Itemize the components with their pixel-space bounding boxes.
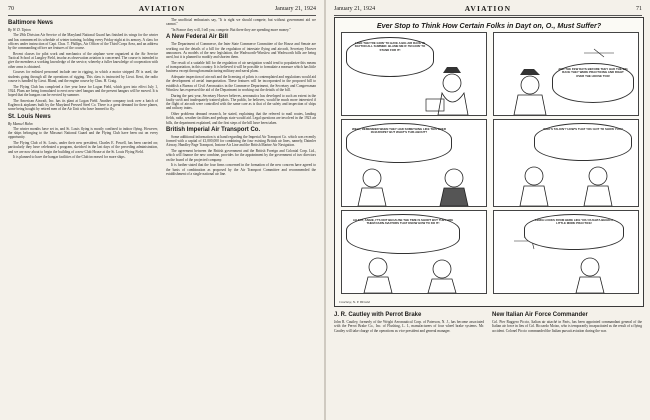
paragraph: Courses for enlisted personnel include one in rigging, in which a motor stripped JN is used, the students going through all the operations of rigging. This class is instructed by Lieut. Kent, the radio course is handled by Lieut. Bland, and the engine course by Chas. H. Craig. bbox=[8, 70, 158, 83]
left-date: January 21, 1924 bbox=[274, 6, 316, 12]
paragraph: Other problems demand research, he stated, explaining that the referred to mail routes, landing fields, radio, weather facilities and perhaps state would aid. Legal questions are involved in the 1923 air bills, the department explained, and the first steps of the bill have been taken. bbox=[166, 112, 316, 125]
left-column-1 bbox=[8, 18, 158, 416]
headline-cautley: J. R. Cautley with Perrot Brake bbox=[334, 312, 422, 318]
left-column-2 bbox=[166, 18, 316, 416]
paragraph: The Flying Club of St. Louis, under their new president, Charles E. Powell, has been carried on; particularly they have celebrated a program, sketched in the last days of the preceding administration, and we are now about to begin the building of a new Club House at the St. Louis Flying Field. bbox=[8, 141, 158, 154]
article-italian-air-force bbox=[492, 312, 642, 333]
cartoon-panel-6 bbox=[493, 210, 639, 294]
left-page bbox=[0, 0, 324, 420]
cartoon-panel-1 bbox=[341, 32, 487, 116]
left-running-header bbox=[8, 4, 316, 16]
paragraph: Adequate inspection of aircraft and the licensing of pilots is contemplated and regulations would aid the development of aerial transportation. These features will be incorporated in the proposed bill to establish a Bureau of Civil Aeronautics in the Commerce Department, the Secretary and Congressman Winslow has expressed the aid of the Department in working out the details of the bill. bbox=[166, 75, 316, 92]
speech-bubble: WELL, REMEMBER WHEN THEY HAD SOMETHING LIKE THIS OVER IN EUROPE? BUT WHAT'S THIS ABOUT? bbox=[346, 123, 452, 163]
byline: By Manuel Hahn bbox=[8, 121, 33, 126]
paragraph: It is further stated that the four firms concerned in the formation of the new concern have agreed to the basis of combination as proposed by the Air Transport Committee and recommended the establishment of a single national air line. bbox=[166, 163, 316, 176]
paragraph: The American Aircraft, Inc. has its plant at Logan Field. Another company took over a batch of Eaglerock airplanes built by the Maryland Pressed Steel Co. There is a great demand for these planes, some being bought by retired men of the Air Unit who have learned to fly. bbox=[8, 98, 158, 112]
right-date: January 21, 1924 bbox=[334, 6, 376, 12]
speech-bubble: AH SAY, ANGIE, IT'S NOT BECAUSE THE TIME IS SHORT BUT THEY ARE THEM DARN AVIATORS THAT KNOW HOW TO DO IT! bbox=[346, 214, 460, 254]
paragraph: The agreement between the British government and the British Foreign and Colonial Corp. Ltd., which will finance the new combine, provides for the appointment by the government of two directors on the board of the projected company. bbox=[166, 149, 316, 162]
paragraph: It is planned to have the hangar facilities of the Club increased for more ships. bbox=[13, 155, 126, 160]
paragraph: The result of a suitable bill for the regulation of air navigation would tend to popularize this means of transportation, in this country. It is believed it will be possible to formulate a measure which has little business except through manufacturing military and naval plans. bbox=[166, 60, 316, 74]
paragraph: Some additional information is at hand regarding the Imperial Air Transport Co. which was recently formed with a capital of £1,000,000 for combining the four existing British air lines, namely, Daimler Airway, Handley Page Transport, Instone Air Line and the British Marine Air Navigation. bbox=[166, 134, 316, 148]
speech-bubble: AND THE FEW DAYS BEFORE THEY HAD THE BIG RACE THEY WERE PRACTICING AND RIGHT OVER THE HOUSE TOO! bbox=[552, 63, 634, 103]
paragraph: John R. Cautley, formerly of the Wright Aeronautical Corp. of Paterson, N. J., has become associated with the Perrot Brake Co., Inc. of Flushing, L. I., manufacturers of four wheel brake systems. Mr. Cautley will take charge of the operations as vice president and general manager. bbox=[334, 320, 484, 333]
right-magazine-title: AVIATION bbox=[464, 4, 512, 13]
byline: By W. D. Tipton bbox=[8, 28, 31, 32]
paragraph: The Flying Club has completed a five year lease for Logan Field, which goes into effect July 1, 1924. Plans are being formulated to erect new steel hangars and the present hangars will be moved. It is hoped that the hangars can be erected by summer. bbox=[8, 84, 158, 97]
paragraph: "In France they will, I tell you, compete. But there they are spending more money." bbox=[171, 28, 291, 32]
right-page-number: 71 bbox=[636, 6, 642, 12]
cartoon-panel-4 bbox=[493, 119, 639, 207]
headline-baltimore-news: Baltimore News bbox=[8, 20, 54, 26]
headline-italian-air-force: New Italian Air Force Commander bbox=[492, 312, 588, 318]
headline-federal-air-bill: A New Federal Air Bill bbox=[166, 34, 228, 41]
right-running-header bbox=[334, 4, 642, 16]
paragraph: During the past year, Secretary Hoover believes, aeronautics has developed to such an extent in the faulty swift and inadequately trained pilots. The public, he believes, would be much more interested if the flight of aircraft were controlled with the same care as is that of the safety and inspection of ships and railway trains. bbox=[166, 93, 316, 111]
left-magazine-title: AVIATION bbox=[138, 4, 186, 13]
left-page-number: 70 bbox=[8, 6, 14, 12]
headline-british-imperial: British Imperial Air Transport Co. bbox=[166, 126, 261, 133]
paragraph: The 29th Division Air Service of the Maryland National Guard has finished its wings for the winter and has commenced its schedule of winter training, holding every Friday night at its armory. A class for officers under instruction of Capt. Chas. T. Phillips, Air Officer of the Third Corps Area, and an address by the commanding officer are features of the course. bbox=[8, 33, 158, 50]
editorial-cartoon bbox=[334, 17, 644, 307]
paragraph: The Department of Commerce, the Inter State Commerce Committee of the House and Senate are working out the details of a bill for the regulation of interstate flying and aircraft, Secretary Hoover announces. As models of the new legislation, the Wadsworth-Winslow and Wadsworth bills are being used, but it is planned to modify and shorten them. bbox=[166, 42, 316, 59]
cartoon-credit: Courtesy, N. Y. Herald bbox=[339, 300, 370, 304]
paragraph: The unofficial enthusiasts say, "It is right we should compete, but without government aid we cannot." bbox=[166, 18, 316, 27]
cartoon-panel-5 bbox=[341, 210, 487, 294]
cartoon-panel-2 bbox=[493, 32, 639, 116]
article-cautley bbox=[334, 312, 484, 333]
cartoon-panel-3 bbox=[341, 119, 487, 207]
speech-bubble: I SEE THEY'RE GOIN' TO HAVE A BIG AIR RACE IN DAYTON ALL SUMMER. BLAME ME IF I'M GOIN' TO STAND FOR IT! bbox=[346, 37, 434, 77]
right-page bbox=[326, 0, 650, 420]
headline-st-louis-news: St. Louis News bbox=[8, 113, 51, 120]
paragraph: The winter months have set in, and St. Louis flying is mostly confined to indoor flying. However, the ships belonging to the Missouri National Guard and the Flying Club have been out on every opportunity. bbox=[8, 126, 158, 140]
speech-bubble: KINDA LOOKS FROM HERE LIKE YOU OUGHTA BEGIN A LITTLE MORE PRACTICE! bbox=[524, 214, 624, 250]
speech-bubble: WHO'S TALKIN'? HOW'S THAT YOU GOT TO SHOW YOU? bbox=[534, 123, 632, 161]
paragraph: Col. Pier Ruggero Piccio, Italian air attaché in Paris, has been appointed commandant general of the Italian air force in lieu of Col. Riccardo Moizo, who is temporarily incapacitated as the result of a flying accident. Colonel Piccio commanded the Italian pursuit aviation during the war. bbox=[492, 320, 642, 333]
paragraph: Recent classes for pilot work and mechanics of the airplane were organized at the Air Service Tactical School at Langley Field, insofar as observation aviation is concerned. The course is intended to give the members a working knowledge of the service, whereby a fuller knowledge of cooperation with other arms is obtained. bbox=[8, 51, 158, 69]
cartoon-title: Ever Stop to Think How Certain Folks in Dayt on, O., Must Suffer? bbox=[376, 21, 602, 30]
